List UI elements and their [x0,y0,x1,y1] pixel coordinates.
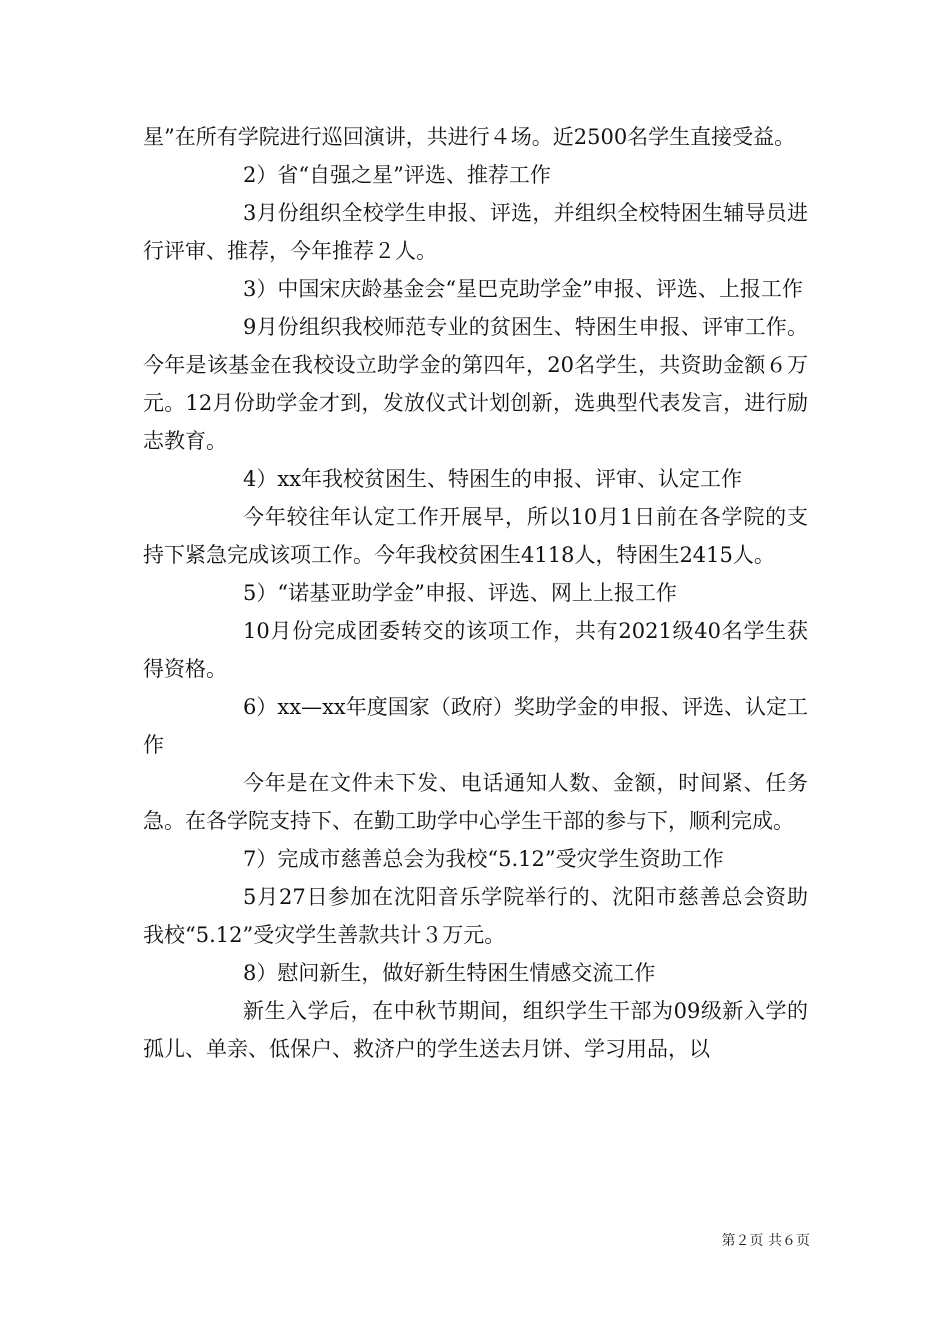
section-body-8: 新生入学后，在中秋节期间，组织学生干部为09级新入学的孤儿、单亲、低保户、救济户的学生送去月饼、学习用品，以 [143,999,808,1061]
section-body-4: 今年较往年认定工作开展早，所以10月1日前在各学院的支持下紧急完成该项工作。今年我校贫困生4118人，特困生2415人。 [143,505,808,567]
section-body-5: 10月份完成团委转交的该项工作，共有2021级40名学生获得资格。 [143,619,808,681]
page-number-footer: 第２页 共６页 [721,1233,810,1249]
paragraph-continuation: 星”在所有学院进行巡回演讲，共进行４场。近2500名学生直接受益。 [143,125,796,149]
section-body-7: 5月27日参加在沈阳音乐学院举行的、沈阳市慈善总会资助我校“5.12”受灾学生善款共计３万元。 [143,885,808,947]
section-body-2: 3月份组织全校学生申报、评选，并组织全校特困生辅导员进行评审、推荐，今年推荐２人。 [143,201,808,263]
section-heading-6: 6）xx—xx年度国家（政府）奖助学金的申报、评选、认定工作 [143,695,808,757]
document-body [143,118,808,1068]
section-body-6: 今年是在文件未下发、电话通知人数、金额，时间紧、任务急。在各学院支持下、在勤工助学中心学生干部的参与下，顺利完成。 [143,771,808,833]
section-body-3: 9月份组织我校师范专业的贫困生、特困生申报、评审工作。今年是该基金在我校设立助学金的第四年，20名学生，共资助金额６万元。12月份助学金才到，发放仪式计划创新，选典型代表发言，进行励志教育。 [143,315,808,453]
section-heading-8: 8）慰问新生，做好新生特困生情感交流工作 [243,961,656,985]
section-heading-7: 7）完成市慈善总会为我校“5.12”受灾学生资助工作 [243,847,724,871]
section-heading-3: 3）中国宋庆龄基金会“星巴克助学金”申报、评选、上报工作 [243,277,803,301]
section-heading-5: 5）“诺基亚助学金”申报、评选、网上上报工作 [243,581,677,605]
section-heading-2: 2）省“自强之星”评选、推荐工作 [243,163,551,187]
section-heading-4: 4）xx年我校贫困生、特困生的申报、评审、认定工作 [243,467,743,491]
